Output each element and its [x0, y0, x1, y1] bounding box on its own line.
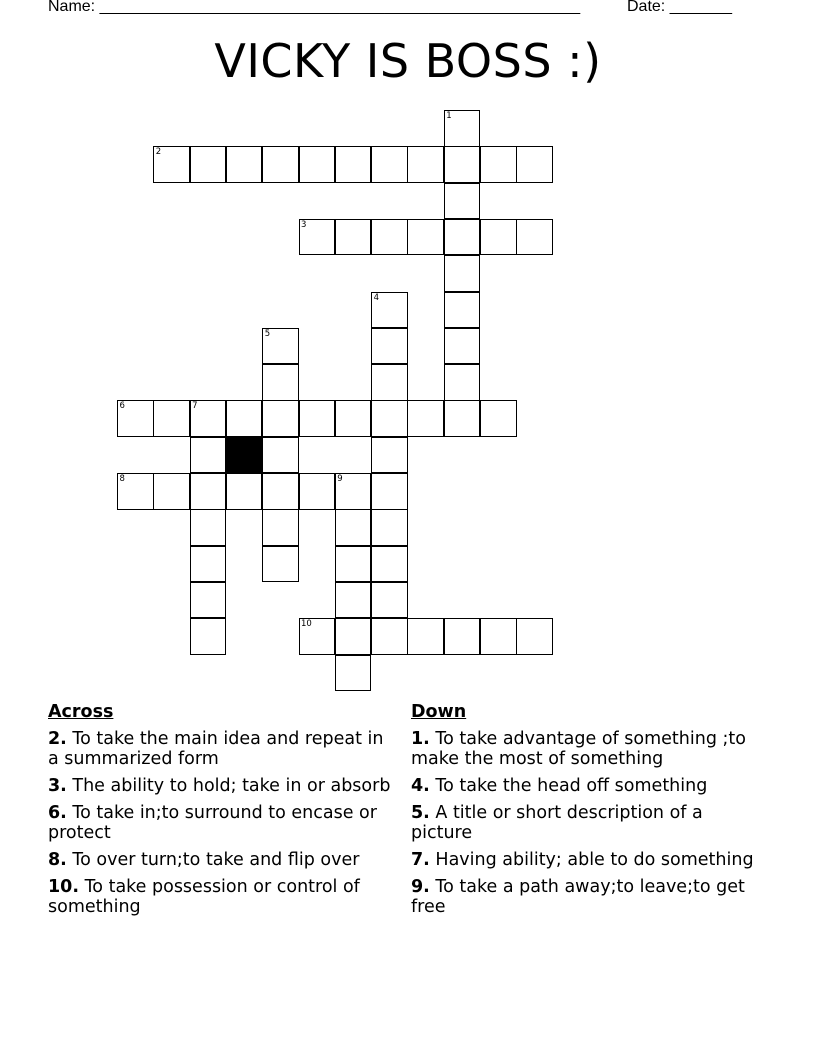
answer-cell[interactable]	[335, 400, 372, 437]
answer-cell[interactable]	[299, 473, 336, 510]
answer-cell[interactable]	[371, 546, 408, 583]
answer-cell[interactable]	[371, 437, 408, 474]
answer-cell[interactable]	[371, 400, 408, 437]
down-clues	[411, 702, 756, 924]
clue-number-label: 8	[119, 474, 125, 484]
answer-cell[interactable]	[444, 364, 481, 401]
clue-text: To take the head off something	[435, 776, 708, 796]
across-clue	[48, 877, 393, 917]
answer-cell[interactable]	[335, 582, 372, 619]
answer-cell[interactable]	[516, 618, 553, 655]
answer-cell[interactable]	[190, 437, 227, 474]
answer-cell[interactable]	[444, 292, 481, 329]
answer-cell[interactable]	[371, 328, 408, 365]
answer-cell[interactable]	[262, 400, 299, 437]
clue-number: 9.	[411, 877, 430, 897]
answer-cell[interactable]	[371, 509, 408, 546]
answer-cell[interactable]	[407, 146, 444, 183]
down-clue	[411, 877, 756, 917]
clue-number-label: 2	[155, 147, 162, 158]
answer-cell[interactable]	[516, 146, 553, 183]
blocked-cell	[226, 437, 263, 474]
answer-cell[interactable]	[262, 146, 299, 183]
answer-cell[interactable]	[371, 473, 408, 510]
across-clue	[48, 850, 393, 870]
clue-number: 2.	[48, 729, 67, 749]
answer-cell[interactable]	[299, 146, 336, 183]
across-clue	[48, 729, 393, 769]
down-clue	[411, 850, 756, 870]
across-heading: Across	[48, 702, 114, 722]
across-clue	[48, 776, 393, 796]
answer-cell[interactable]	[226, 146, 263, 183]
clue-number: 4.	[411, 776, 430, 796]
down-clue	[411, 776, 756, 796]
clue-number-label: 4	[373, 292, 380, 303]
answer-cell[interactable]	[190, 146, 227, 183]
answer-cell[interactable]	[480, 400, 517, 437]
answer-cell[interactable]	[480, 219, 517, 256]
answer-cell[interactable]	[444, 219, 481, 256]
across-clues	[48, 702, 393, 924]
answer-cell[interactable]	[190, 618, 227, 655]
clue-text: The ability to hold; take in or absorb	[72, 776, 391, 796]
clue-number-label: 9	[337, 474, 343, 484]
clue-number-label: 7	[192, 401, 198, 412]
answer-cell[interactable]	[335, 655, 372, 692]
answer-cell[interactable]	[407, 400, 444, 437]
answer-cell[interactable]	[262, 437, 299, 474]
answer-cell[interactable]	[444, 400, 481, 437]
clue-number: 7.	[411, 850, 430, 870]
answer-cell[interactable]	[153, 400, 190, 437]
answer-cell[interactable]	[262, 364, 299, 401]
answer-cell[interactable]	[371, 146, 408, 183]
clue-number: 1.	[411, 729, 430, 749]
name-field: Name: ______________________________________________________	[48, 0, 581, 15]
answer-cell[interactable]	[444, 618, 481, 655]
clue-text: To take the main idea and repeat in a summarized form	[48, 729, 384, 769]
answer-cell[interactable]	[335, 219, 372, 256]
down-clue	[411, 803, 756, 843]
clue-number-label: 6	[119, 401, 125, 412]
answer-cell[interactable]	[516, 219, 553, 256]
clue-text: To take a path away;to leave;to get free	[411, 877, 745, 917]
clue-text: To take in;to surround to encase or protect	[48, 803, 377, 843]
answer-cell[interactable]	[190, 509, 227, 546]
date-field: Date: _______	[627, 0, 732, 15]
answer-cell[interactable]	[480, 146, 517, 183]
clue-number: 8.	[48, 850, 67, 870]
answer-cell[interactable]	[190, 582, 227, 619]
clue-number-label: 1	[446, 111, 452, 121]
across-clue	[48, 803, 393, 843]
clue-number: 5.	[411, 803, 430, 823]
answer-cell[interactable]	[444, 146, 481, 183]
clue-text: To take advantage of something ;to make the most of something	[411, 729, 746, 769]
clue-number: 6.	[48, 803, 67, 823]
clue-text: Having ability; able to do something	[435, 850, 754, 870]
answer-cell[interactable]	[262, 473, 299, 510]
clue-number: 10.	[48, 877, 80, 897]
answer-cell[interactable]	[226, 473, 263, 510]
puzzle-title: VICKY IS BOSS :)	[214, 34, 602, 88]
answer-cell[interactable]	[335, 509, 372, 546]
answer-cell[interactable]	[480, 618, 517, 655]
answer-cell[interactable]	[335, 618, 372, 655]
answer-cell[interactable]	[371, 582, 408, 619]
answer-cell[interactable]	[153, 473, 190, 510]
clue-number-label: 10	[301, 619, 312, 630]
answer-cell[interactable]	[299, 400, 336, 437]
answer-cell[interactable]	[371, 364, 408, 401]
clue-number: 3.	[48, 776, 67, 796]
answer-cell[interactable]	[444, 183, 481, 220]
clue-number-label: 3	[301, 219, 307, 230]
clue-text: To take possession or control of something	[48, 877, 360, 917]
answer-cell[interactable]	[190, 546, 227, 583]
clue-text: A title or short description of a picture	[411, 803, 703, 843]
answer-cell[interactable]	[335, 146, 372, 183]
down-clue	[411, 729, 756, 769]
answer-cell[interactable]	[444, 328, 481, 365]
answer-cell[interactable]	[407, 219, 444, 256]
answer-cell[interactable]	[190, 473, 227, 510]
answer-cell[interactable]	[371, 618, 408, 655]
answer-cell[interactable]	[226, 400, 263, 437]
answer-cell[interactable]	[262, 509, 299, 546]
answer-cell[interactable]	[335, 546, 372, 583]
answer-cell[interactable]	[407, 618, 444, 655]
answer-cell[interactable]	[371, 219, 408, 256]
answer-cell[interactable]	[444, 255, 481, 292]
clue-text: To over turn;to take and flip over	[72, 850, 360, 870]
down-heading: Down	[411, 702, 467, 722]
clue-number-label: 5	[264, 328, 271, 339]
answer-cell[interactable]	[262, 546, 299, 583]
